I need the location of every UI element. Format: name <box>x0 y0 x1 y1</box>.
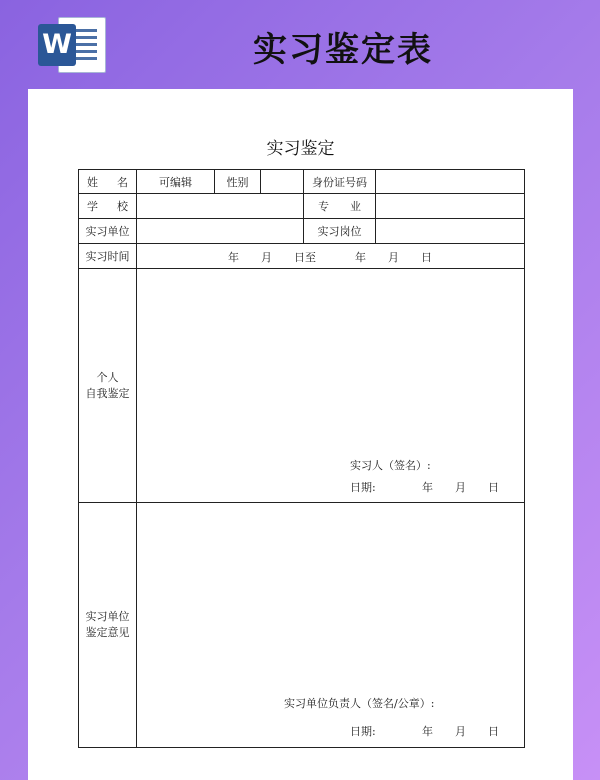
document-page <box>28 89 573 780</box>
unit-label: 实习单位 <box>79 219 137 244</box>
time-month-label: 月 <box>261 251 272 264</box>
self-day-label: 日 <box>488 481 499 494</box>
self-month-label: 月 <box>455 481 466 494</box>
id-number-label: 身份证号码 <box>304 170 376 194</box>
self-label-line: 个人 <box>96 370 119 384</box>
document-title: 实习鉴定 <box>266 139 335 159</box>
school-field[interactable] <box>137 194 304 219</box>
self-date-label: 日期: <box>350 481 376 494</box>
gender-label: 性别 <box>215 170 261 194</box>
unit-field[interactable] <box>137 219 304 244</box>
form-row-unit <box>79 219 525 244</box>
unit-opinion-line: 鉴定意见 <box>85 626 130 639</box>
unit-signer-label: 实习单位负责人（签名/公章）: <box>284 697 435 710</box>
major-label-cell <box>304 194 376 219</box>
self-label-line: 自我鉴定 <box>85 386 130 400</box>
time-day-label: 日 <box>421 251 432 264</box>
time-field[interactable] <box>137 244 525 269</box>
name-label-cell <box>79 170 137 194</box>
form-row-time <box>79 244 525 269</box>
banner-title: 实习鉴定表 <box>253 30 433 70</box>
post-label: 实习岗位 <box>304 219 376 244</box>
unit-month-label: 月 <box>455 725 466 738</box>
major-label-char: 专 <box>318 200 329 213</box>
unit-opinion-label <box>79 503 137 748</box>
school-label-char: 学 <box>87 200 98 213</box>
time-year-label: 年 <box>228 251 239 264</box>
self-assessment-area[interactable] <box>137 269 525 503</box>
internship-form <box>78 169 525 748</box>
self-assessment-label <box>79 269 137 503</box>
time-month-label: 月 <box>388 251 399 264</box>
name-field[interactable]: 可编辑 <box>137 170 215 194</box>
self-signer-label: 实习人（签名）: <box>350 459 431 472</box>
time-day-to-label: 日至 <box>294 251 316 264</box>
word-letter-badge: W <box>38 24 76 66</box>
name-label-char: 名 <box>117 175 128 189</box>
school-label-cell <box>79 194 137 219</box>
form-row-unit-opinion <box>79 503 525 748</box>
time-year-label: 年 <box>355 251 366 264</box>
post-field[interactable] <box>376 219 525 244</box>
form-row-name <box>79 170 525 194</box>
unit-date-label: 日期: <box>350 725 376 738</box>
school-label-char: 校 <box>117 200 128 213</box>
self-year-label: 年 <box>422 481 433 494</box>
id-number-field[interactable] <box>376 170 525 194</box>
form-row-self-assessment <box>79 269 525 503</box>
name-label-char: 姓 <box>87 175 98 189</box>
time-label: 实习时间 <box>79 244 137 269</box>
unit-opinion-area[interactable] <box>137 503 525 748</box>
major-field[interactable] <box>376 194 525 219</box>
word-document-icon <box>38 15 110 75</box>
unit-year-label: 年 <box>422 725 433 738</box>
major-label-char: 业 <box>350 200 361 213</box>
unit-opinion-line: 实习单位 <box>85 610 130 623</box>
form-row-school <box>79 194 525 219</box>
unit-day-label: 日 <box>488 725 499 738</box>
gender-field[interactable] <box>261 170 304 194</box>
